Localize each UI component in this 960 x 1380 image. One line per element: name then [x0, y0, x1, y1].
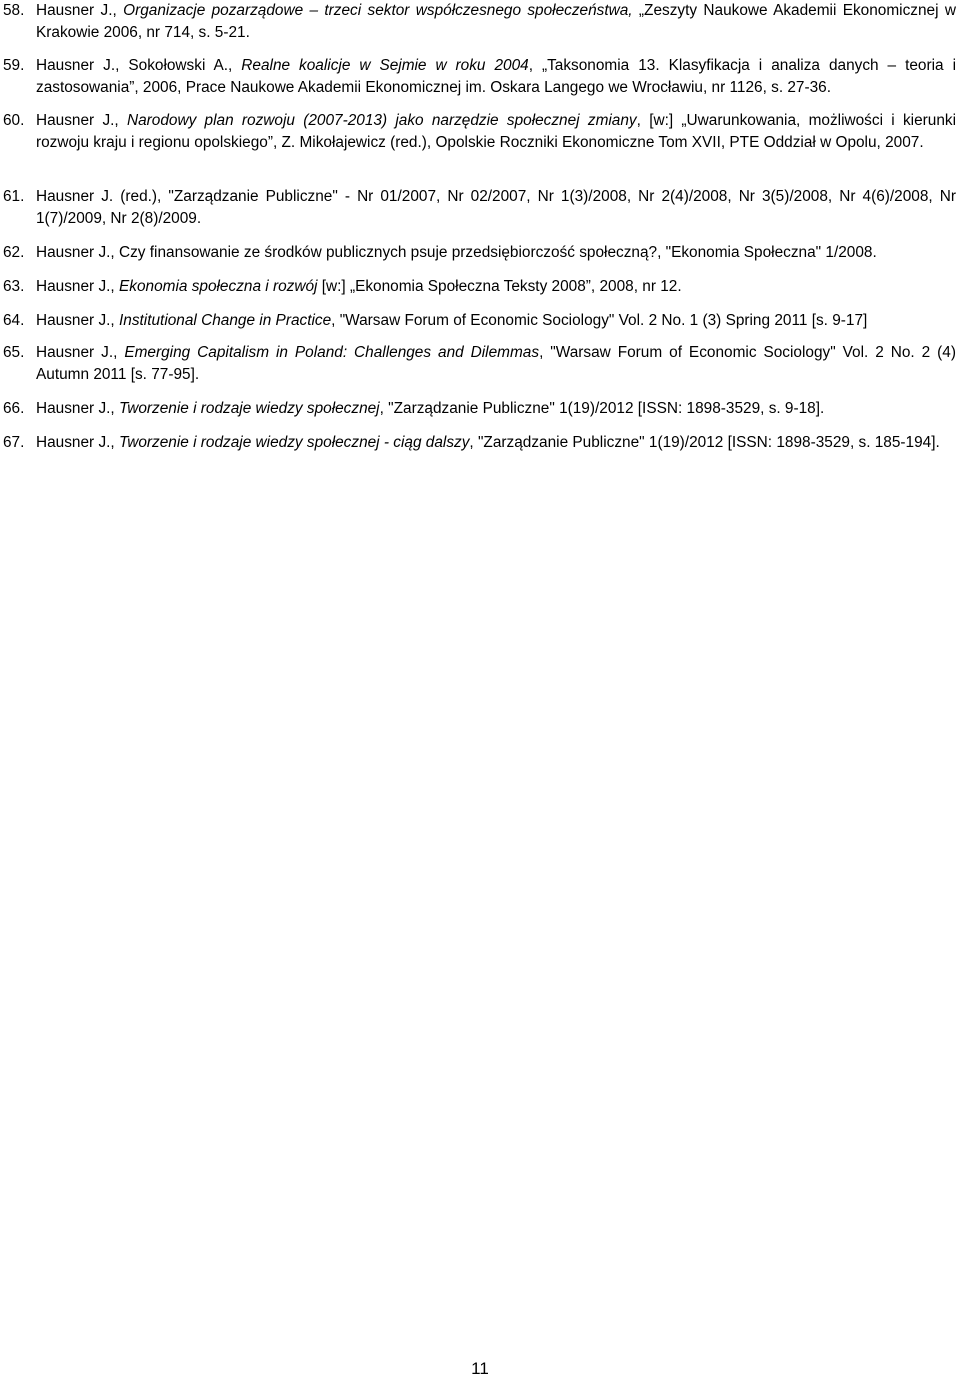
- reference-number: 67.: [3, 434, 25, 451]
- reference-text: [36, 186, 956, 230]
- reference-text: [36, 310, 956, 332]
- reference-text-part: [w:] „Ekonomia Społeczna Teksty 2008”, 2008, nr 12.: [317, 278, 682, 295]
- reference-number: 60.: [3, 112, 25, 129]
- reference-text-part: Hausner J.,: [36, 312, 119, 329]
- reference-text-part: Hausner J.,: [36, 112, 127, 129]
- reference-text-part: „Zeszyty Naukowe Akademii Ekonomicznej w Krakowie 2006, nr 714, s. 5-21.: [36, 2, 956, 41]
- reference-entry-63: [0, 276, 956, 298]
- reference-title: Tworzenie i rodzaje wiedzy społecznej: [118, 400, 380, 417]
- reference-title: Realne koalicje w Sejmie w roku 2004: [241, 57, 529, 74]
- reference-text-part: , „Taksonomia 13. Klasyfikacja i analiza danych – teoria i zastosowania”, 2006, Prace Naukowe Akademii Ekonomicznej im. Oskara Langego we Wrocławiu, nr 1126, s. 27-36.: [36, 57, 956, 96]
- reference-text-part: Hausner J.,: [36, 400, 119, 417]
- reference-entry-62: [0, 242, 956, 264]
- page-number: 11: [471, 1359, 489, 1378]
- reference-entry-60: [0, 110, 956, 154]
- reference-title: Ekonomia społeczna i rozwój: [118, 278, 318, 295]
- reference-title: Tworzenie i rodzaje wiedzy społecznej - ciąg dalszy: [118, 434, 470, 451]
- reference-text-part: , "Zarządzanie Publiczne" 1(19)/2012 [ISSN: 1898-3529, s. 185-194].: [469, 434, 940, 451]
- reference-number: 65.: [3, 344, 25, 361]
- reference-title: Organizacje pozarządowe – trzeci sektor współczesnego społeczeństwa,: [123, 2, 633, 19]
- reference-text-part: Hausner J.,: [36, 344, 125, 361]
- reference-text-part: Hausner J., Sokołowski A.,: [36, 57, 242, 74]
- reference-number: 66.: [3, 400, 25, 417]
- reference-number: 59.: [3, 57, 25, 74]
- reference-number: 58.: [3, 2, 25, 19]
- reference-entry-66: [0, 398, 956, 420]
- reference-title: Institutional Change in Practice: [118, 312, 332, 329]
- reference-entry-67: [0, 432, 956, 454]
- reference-number: 64.: [3, 312, 25, 329]
- reference-title: Narodowy plan rozwoju (2007-2013) jako narzędzie społecznej zmiany: [126, 112, 637, 129]
- reference-number: 61.: [3, 188, 25, 205]
- reference-text: [36, 342, 956, 386]
- reference-text-part: Hausner J. (red.), "Zarządzanie Publiczne" - Nr 01/2007, Nr 02/2007, Nr 1(3)/2008, Nr 2(4)/2008, Nr 3(5)/2008, Nr 4(6)/2008, Nr 1(7)/2009, Nr 2(8)/2009.: [36, 188, 956, 227]
- reference-text: [36, 0, 956, 44]
- reference-text: [36, 276, 956, 298]
- reference-text: [36, 242, 956, 264]
- reference-entry-64: [0, 310, 956, 332]
- reference-entry-65: [0, 342, 956, 386]
- reference-text-part: , "Warsaw Forum of Economic Sociology" Vol. 2 No. 1 (3) Spring 2011 [s. 9-17]: [331, 312, 868, 329]
- reference-entry-59: [0, 55, 956, 99]
- reference-text-part: , "Warsaw Forum of Economic Sociology" Vol. 2 No. 2 (4) Autumn 2011 [s. 77-95].: [36, 344, 956, 383]
- reference-text: [36, 398, 956, 420]
- reference-text-part: , "Zarządzanie Publiczne" 1(19)/2012 [ISSN: 1898-3529, s. 9-18].: [379, 400, 825, 417]
- reference-title: Emerging Capitalism in Poland: Challenges and Dilemmas: [124, 344, 540, 361]
- reference-text-part: Hausner J., Czy finansowanie ze środków publicznych psuje przedsiębiorczość społeczną?, "Ekonomia Społeczna" 1/2008.: [36, 244, 877, 261]
- reference-number: 63.: [3, 278, 25, 295]
- reference-text-part: , [w:] „Uwarunkowania, możliwości i kierunki rozwoju kraju i regionu opolskiego”, Z. Mikołajewicz (red.), Opolskie Roczniki Ekonomiczne Tom XVII, PTE Oddział w Opolu, 2007.: [36, 112, 956, 151]
- reference-text-part: Hausner J.,: [36, 434, 119, 451]
- reference-text: [36, 432, 956, 454]
- reference-text: [36, 55, 956, 99]
- reference-entry-58: [0, 0, 956, 44]
- reference-text-part: Hausner J.,: [36, 278, 119, 295]
- reference-text-part: Hausner J.,: [36, 2, 124, 19]
- reference-text: [36, 110, 956, 154]
- reference-number: 62.: [3, 244, 25, 261]
- reference-entry-61: [0, 186, 956, 230]
